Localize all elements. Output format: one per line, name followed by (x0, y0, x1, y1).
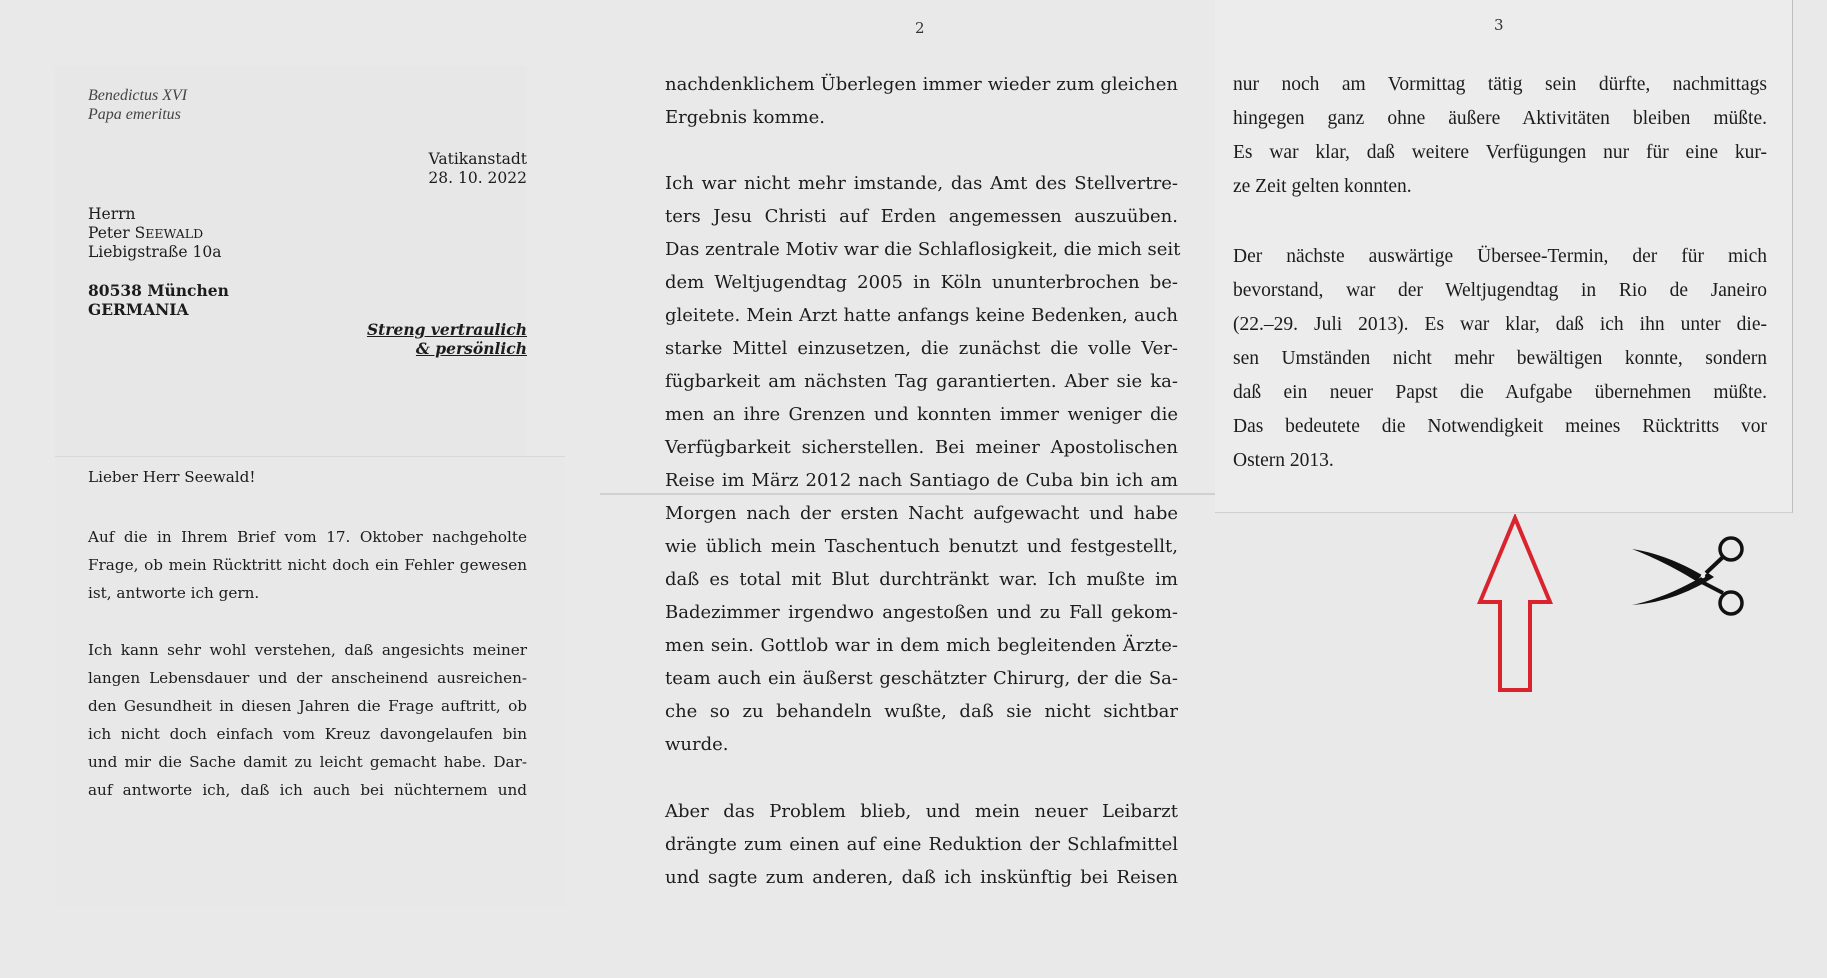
page1-paragraph-2 (88, 636, 527, 804)
text-line: ich nicht doch einfach vom Kreuz davongelaufen bin (88, 725, 527, 743)
text-line: Ich war nicht mehr imstande, das Amt des Stellvertre- (665, 173, 1178, 194)
text-line: ters Jesu Christi auf Erden angemessen auszuüben. (665, 206, 1178, 227)
page2-paragraph-2 (665, 167, 1181, 761)
text-line: team auch ein äußerst geschätzter Chirurg, der die Sa- (665, 668, 1178, 689)
red-up-arrow-icon (1476, 514, 1554, 696)
text-line: auf antworte ich, daß ich auch bei nüchternem und (88, 781, 527, 799)
page-number-2: 2 (915, 19, 925, 37)
page1-paragraph-1 (88, 523, 527, 607)
text-line: Ergebnis komme. (665, 107, 826, 128)
text-line: wurde. (665, 734, 729, 755)
text-line: hingegen ganz ohne äußere Aktivitäten bleiben müßte. (1233, 108, 1767, 129)
text-line: Frage, ob mein Rücktritt nicht doch ein Fehler gewesen (88, 556, 527, 574)
text-line: ist, antworte ich gern. (88, 584, 260, 602)
recipient-street: Liebigstraße 10a (88, 243, 222, 261)
page-number-3: 3 (1494, 16, 1504, 34)
text-line: ze Zeit gelten konnten. (1233, 176, 1412, 197)
text-line: Das bedeutete die Notwendigkeit meines Rücktritts vor (1233, 416, 1767, 437)
text-line: nachdenklichem Überlegen immer wieder zum gleichen (665, 74, 1178, 95)
page3-paragraph-1 (1233, 68, 1767, 204)
recipient-country: GERMANIA (88, 300, 189, 319)
text-line: Das zentrale Motiv war die Schlaflosigkeit, die mich seit (665, 239, 1181, 260)
letter-date: 28. 10. 2022 (428, 169, 527, 187)
text-line: Reise im März 2012 nach Santiago de Cuba bin ich am (665, 470, 1178, 491)
text-line: sen Umständen nicht mehr bewältigen konnte, sondern (1233, 348, 1767, 369)
text-line: men an ihre Grenzen und konnten immer weniger die (665, 404, 1178, 425)
sender-name: Benedictus XVI (88, 87, 188, 104)
text-line: nur noch am Vormittag tätig sein dürfte, nachmittags (1233, 74, 1767, 95)
text-line: daß es total mit Blut durchtränkt war. Ich mußte im (665, 569, 1178, 590)
text-line: und sagte zum anderen, daß ich inskünftig bei Reisen (665, 867, 1178, 888)
text-line: che so zu behandeln wußte, daß sie nicht sichtbar (665, 701, 1178, 722)
text-line: den Gesundheit in diesen Jahren die Frage auftritt, ob (88, 697, 527, 715)
text-line: Aber das Problem blieb, und mein neuer Leibarzt (665, 801, 1178, 822)
text-line: langen Lebensdauer und der anscheinend ausreichen- (88, 669, 527, 687)
page2-paragraph-1 (665, 68, 1178, 134)
text-line: Ich kann sehr wohl verstehen, daß angesichts meiner (88, 641, 527, 659)
text-line: wie üblich mein Taschentuch benutzt und festgestellt, (665, 536, 1178, 557)
letter-greeting: Lieber Herr Seewald! (88, 468, 256, 486)
letter-place: Vatikanstadt (428, 150, 527, 168)
text-line: und mir die Sache damit zu leicht gemacht habe. Dar- (88, 753, 527, 771)
text-line: Verfügbarkeit sicherstellen. Bei meiner Apostolischen (665, 437, 1178, 458)
text-line: Badezimmer irgendwo angestoßen und zu Fall gekom- (665, 602, 1178, 623)
text-line: gleitete. Mein Arzt hatte anfangs keine Bedenken, auch (665, 305, 1178, 326)
sender-title: Papa emeritus (88, 106, 181, 123)
page2-paragraph-3 (665, 795, 1178, 894)
text-line: dem Weltjugendtag 2005 in Köln ununterbrochen be- (665, 272, 1178, 293)
text-line: drängte zum einen auf eine Reduktion der Schlafmittel (665, 834, 1178, 855)
text-line: Morgen nach der ersten Nacht aufgewacht und habe (665, 503, 1178, 524)
text-line: Es war klar, daß weitere Verfügungen nur für eine kur- (1233, 142, 1767, 163)
text-line: daß ein neuer Papst die Aufgabe übernehmen müßte. (1233, 382, 1767, 403)
text-line: Auf die in Ihrem Brief vom 17. Oktober nachgeholte (88, 528, 527, 546)
recipient-city: 80538 München (88, 281, 229, 300)
confidential-note-line1: Streng vertraulich (366, 320, 527, 339)
confidential-note-line2: & persönlich (415, 339, 527, 358)
text-line: (22.–29. Juli 2013). Es war klar, daß ich ihn unter die- (1233, 314, 1767, 335)
text-line: starke Mittel einzusetzen, die zunächst die volle Ver- (665, 338, 1178, 359)
recipient-name: Peter SEEWALD (88, 224, 204, 242)
text-line: Ostern 2013. (1233, 450, 1334, 471)
scissors-icon (1630, 535, 1744, 619)
text-line: bevorstand, war der Weltjugendtag in Rio de Janeiro (1233, 280, 1767, 301)
text-line: fügbarkeit am nächsten Tag garantierten. Aber sie ka- (665, 371, 1178, 392)
text-line: Der nächste auswärtige Übersee-Termin, der für mich (1233, 246, 1767, 267)
page3-paragraph-2 (1233, 240, 1767, 478)
recipient-salutation: Herrn (88, 205, 136, 223)
text-line: men sein. Gottlob war in dem mich begleitenden Ärzte- (665, 635, 1178, 656)
